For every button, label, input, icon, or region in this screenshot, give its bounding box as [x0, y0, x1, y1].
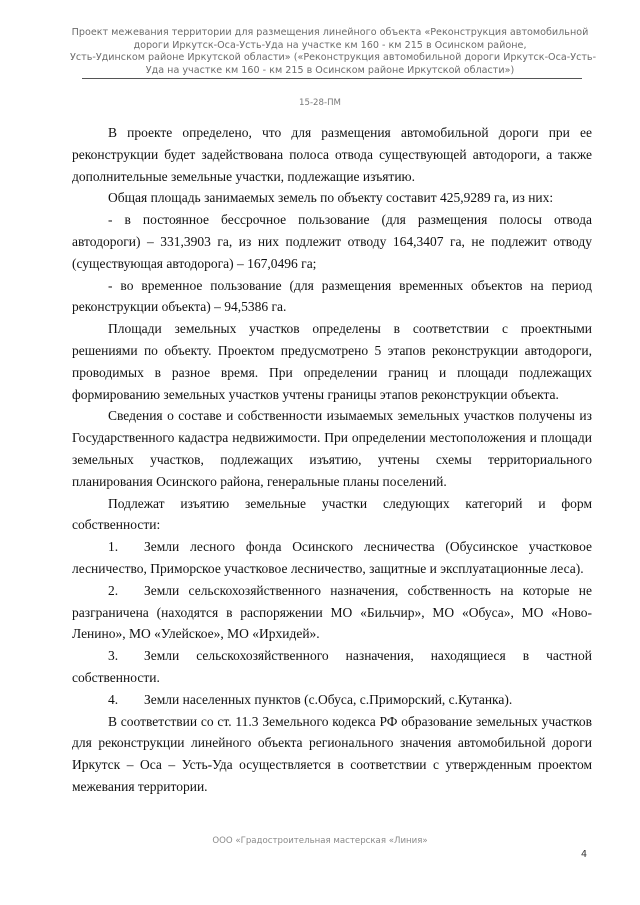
list-item-1 [72, 536, 592, 580]
paragraph-4: - во временное пользование (для размещения временных объектов на период реконструкции объекта) – 94,5386 га. [72, 277, 592, 315]
paragraph-7: Подлежат изъятию земельные участки следующих категорий и форм собственности: [72, 495, 592, 533]
list-item-2 [72, 580, 592, 645]
paragraph-1: В проекте определено, что для размещения автомобильной дороги при ее реконструкции будет задействована полоса отвода существующей автодороги, а также дополнительные земельные участки, подлежащие изъятию. [72, 125, 592, 184]
header-line-1: Проект межевания территории для размещения линейного объекта «Реконструкция автомобильной [71, 27, 589, 38]
list-text: Земли лесного фонда Осинского лесничества (Обусинское участковое лесничество, Приморское участковое лесничество, защитные и эксплуатационные леса). [72, 539, 592, 576]
running-header [70, 27, 597, 77]
list-text: Земли сельскохозяйственного назначения, собственность на которые не разграничена (находятся в распоряжении МО «Бильчир», МО «Обуса», МО «Ново-Ленино», МО «Улейское», МО «Ирхидей». [72, 582, 592, 642]
header-line-3: Усть-Удинском районе Иркутской области» («Реконструкция автомобильной дороги Иркутск-Оса-Усть- [70, 52, 597, 63]
list-number: 4. [108, 691, 119, 707]
list-text: Земли сельскохозяйственного назначения, находящиеся в частной собственности. [72, 648, 592, 685]
header-line-2: дороги Иркутск-Оса-Усть-Уда на участке км 160 - км 215 в Осинском районе, [133, 39, 527, 51]
paragraph-5: Площади земельных участков определены в соответствии с проектными решениями по объекту. Проектом предусмотрено 5 этапов реконструкции автодороги, проводимых в разное время. При определении границ и площади подлежащих формированию земельных участков учтены границы этапов реконструкции объекта. [72, 321, 592, 402]
paragraph-6: Сведения о составе и собственности изымаемых земельных участков получены из Государственного кадастра недвижимости. При определении местоположения и площади земельных участков, подлежащих изъятию, учтены схемы территориального планирования Осинского района, генеральные планы поселений. [72, 408, 592, 489]
list-item-3 [72, 645, 592, 689]
header-line-4: Уда на участке км 160 - км 215 в Осинском районе Иркутской области») [145, 64, 515, 76]
list-number: 2. [108, 582, 119, 598]
paragraph-2: Общая площадь занимаемых земель по объекту составит 425,9289 га, из них: [108, 190, 554, 206]
page-number: 4 [580, 849, 587, 860]
list-number: 3. [108, 648, 119, 664]
running-footer: ООО «Градостроительная мастерская «Линия» [212, 836, 428, 846]
list-text: Земли населенных пунктов (с.Обуса, с.Приморский, с.Кутанка). [144, 691, 513, 707]
list-item-4 [72, 689, 592, 711]
header-divider [82, 78, 582, 79]
list-number: 1. [108, 539, 119, 555]
paragraph-3: - в постоянное бессрочное пользование (для размещения полосы отвода автодороги) – 331,3903 га, из них подлежит отводу 164,3407 га, не подлежит отводу (существующая автодорога) – 167,0496 га; [72, 212, 592, 271]
document-code: 15-28-ПМ [299, 98, 341, 108]
paragraph-8: В соответствии со ст. 11.3 Земельного кодекса РФ образование земельных участков для реконструкции линейного объекта регионального значения автомобильной дороги Иркутск – Оса – Усть-Уда осуществляется в соответствии с утвержденным проектом межевания территории. [72, 713, 592, 794]
document-body [72, 122, 592, 798]
